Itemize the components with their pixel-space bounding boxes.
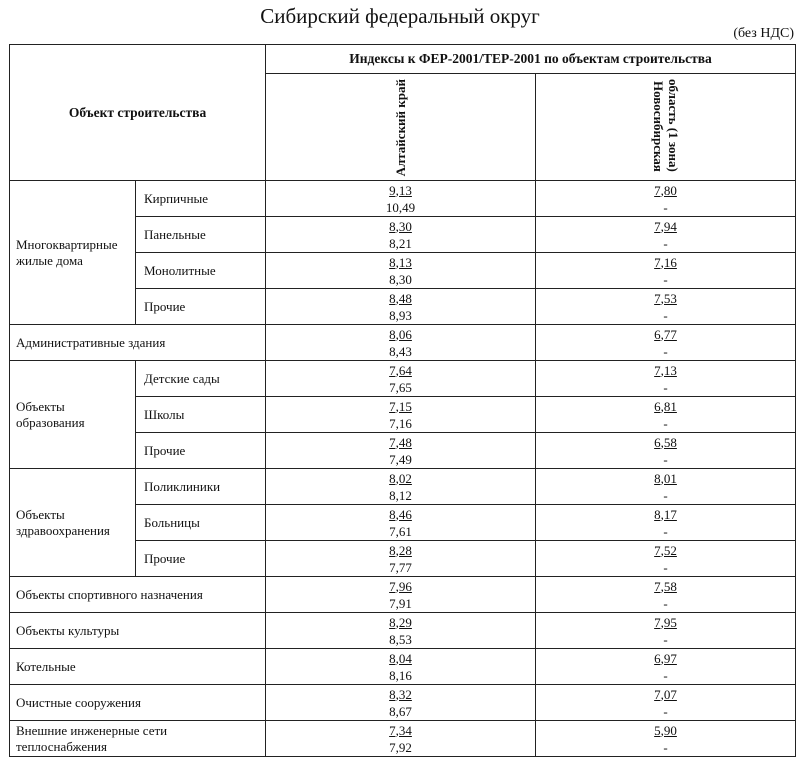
altai-index-current-value: 7,48	[389, 434, 412, 450]
altai-index-current-value: 7,64	[389, 362, 412, 378]
object-label: Котельные	[10, 649, 266, 685]
novosibirsk-index-previous: -	[663, 379, 668, 395]
novosibirsk-index-previous: -	[663, 703, 668, 719]
novosibirsk-index-previous: -	[663, 667, 668, 683]
table-row	[10, 577, 796, 613]
object-subtype: Детские сады	[136, 361, 266, 397]
novosibirsk-index	[536, 721, 796, 757]
altai-index	[266, 217, 536, 253]
altai-index-previous: 7,77	[389, 559, 412, 575]
altai-index-current-value: 8,29	[389, 614, 412, 630]
novosibirsk-index-previous: -	[663, 523, 668, 539]
novosibirsk-index-current	[536, 650, 795, 667]
altai-index-current-value: 8,02	[389, 470, 412, 486]
altai-index-current-value: 8,30	[389, 218, 412, 234]
novosibirsk-index-previous: -	[663, 235, 668, 251]
object-label: Многоквартирные жилые дома	[10, 181, 136, 325]
novosibirsk-index-current	[536, 614, 795, 631]
table-row	[10, 685, 796, 721]
novosibirsk-index-current-value: 7,53	[654, 290, 677, 306]
object-subtype: Прочие	[136, 289, 266, 325]
altai-index	[266, 325, 536, 361]
novosibirsk-index-previous: -	[663, 559, 668, 575]
altai-index	[266, 397, 536, 433]
altai-index-current	[266, 542, 535, 559]
novosibirsk-index	[536, 325, 796, 361]
altai-index-current	[266, 578, 535, 595]
novosibirsk-index-current	[536, 542, 795, 559]
novosibirsk-index-current-value: 6,81	[654, 398, 677, 414]
table-row	[10, 613, 796, 649]
novosibirsk-index-current-value: 7,95	[654, 614, 677, 630]
indices-header: Индексы к ФЕР-2001/ТЕР-2001 по объектам строительства	[266, 45, 796, 74]
altai-index	[266, 433, 536, 469]
novosibirsk-index	[536, 469, 796, 505]
altai-index-previous: 7,91	[389, 595, 412, 611]
novosibirsk-index-current	[536, 362, 795, 379]
novosibirsk-index-current-value: 8,01	[654, 470, 677, 486]
novosibirsk-index-current-value: 7,07	[654, 686, 677, 702]
object-subtype: Кирпичные	[136, 181, 266, 217]
altai-index-current	[266, 722, 535, 739]
object-subtype: Поликлиники	[136, 469, 266, 505]
altai-index	[266, 181, 536, 217]
novosibirsk-index-current-value: 6,58	[654, 434, 677, 450]
novosibirsk-index	[536, 361, 796, 397]
novosibirsk-index-previous: -	[663, 487, 668, 503]
novosibirsk-index	[536, 685, 796, 721]
altai-index	[266, 469, 536, 505]
table-row	[10, 649, 796, 685]
novosibirsk-index-previous: -	[663, 199, 668, 215]
altai-index-current	[266, 254, 535, 271]
altai-index	[266, 253, 536, 289]
novosibirsk-index-current-value: 6,97	[654, 650, 677, 666]
table-row	[10, 181, 796, 217]
novosibirsk-index	[536, 397, 796, 433]
novosibirsk-index-current	[536, 686, 795, 703]
novosibirsk-index-previous: -	[663, 595, 668, 611]
altai-index-previous: 7,92	[389, 739, 412, 755]
altai-index-current-value: 8,13	[389, 254, 412, 270]
novosibirsk-index-current-value: 7,16	[654, 254, 677, 270]
novosibirsk-index	[536, 217, 796, 253]
altai-index-current-value: 9,13	[389, 182, 412, 198]
altai-index-previous: 8,93	[389, 307, 412, 323]
altai-index-previous: 8,21	[389, 235, 412, 251]
altai-index-current	[266, 398, 535, 415]
novosibirsk-index-current-value: 7,94	[654, 218, 677, 234]
novosibirsk-index	[536, 289, 796, 325]
altai-index-previous: 8,16	[389, 667, 412, 683]
table-row	[10, 721, 796, 757]
novosibirsk-index-current-value: 6,77	[654, 326, 677, 342]
novosibirsk-index-current-value: 8,17	[654, 506, 677, 522]
object-label: Объекты культуры	[10, 613, 266, 649]
object-label: Внешние инженерные сети теплоснабжения	[10, 721, 266, 757]
altai-index	[266, 289, 536, 325]
altai-index-current-value: 7,34	[389, 722, 412, 738]
object-subtype: Школы	[136, 397, 266, 433]
altai-index-previous: 8,67	[389, 703, 412, 719]
novosibirsk-index-current	[536, 254, 795, 271]
novosibirsk-index	[536, 613, 796, 649]
table-row	[10, 469, 796, 505]
novosibirsk-index-current	[536, 182, 795, 199]
altai-index-current	[266, 182, 535, 199]
novosibirsk-index	[536, 577, 796, 613]
novosibirsk-index-current-value: 7,58	[654, 578, 677, 594]
altai-index	[266, 649, 536, 685]
page-title: Сибирский федеральный округ	[260, 4, 540, 28]
novosibirsk-index-previous: -	[663, 739, 668, 755]
object-label: Очистные сооружения	[10, 685, 266, 721]
altai-index-current	[266, 434, 535, 451]
altai-index-current-value: 7,96	[389, 578, 412, 594]
object-subtype: Панельные	[136, 217, 266, 253]
object-label: Объекты здравоохранения	[10, 469, 136, 577]
novosibirsk-index	[536, 253, 796, 289]
novosibirsk-index-previous: -	[663, 343, 668, 359]
novosibirsk-index-current	[536, 398, 795, 415]
altai-index-current	[266, 326, 535, 343]
novosibirsk-index	[536, 181, 796, 217]
object-subtype: Прочие	[136, 433, 266, 469]
altai-index-current	[266, 650, 535, 667]
altai-index-current	[266, 470, 535, 487]
altai-index-current-value: 8,46	[389, 506, 412, 522]
altai-index-current	[266, 614, 535, 631]
altai-index-previous: 8,53	[389, 631, 412, 647]
altai-index-current	[266, 362, 535, 379]
altai-index-previous: 8,43	[389, 343, 412, 359]
altai-index-current-value: 8,48	[389, 290, 412, 306]
altai-index-previous: 7,61	[389, 523, 412, 539]
novosibirsk-index	[536, 433, 796, 469]
column-header-altai: Алтайский край	[266, 74, 536, 181]
object-subtype: Монолитные	[136, 253, 266, 289]
table-row	[10, 325, 796, 361]
altai-index-previous: 8,30	[389, 271, 412, 287]
novosibirsk-index-current	[536, 506, 795, 523]
altai-index	[266, 577, 536, 613]
altai-index-current-value: 8,04	[389, 650, 412, 666]
altai-index-previous: 7,16	[389, 415, 412, 431]
altai-index-previous: 8,12	[389, 487, 412, 503]
novosibirsk-index	[536, 505, 796, 541]
novosibirsk-index	[536, 649, 796, 685]
novosibirsk-index-current-value: 5,90	[654, 722, 677, 738]
novosibirsk-index-previous: -	[663, 451, 668, 467]
altai-index-current	[266, 290, 535, 307]
novosibirsk-index-current-value: 7,52	[654, 542, 677, 558]
novosibirsk-index	[536, 541, 796, 577]
vat-note: (без НДС)	[733, 26, 794, 41]
novosibirsk-index-current-value: 7,13	[654, 362, 677, 378]
object-label: Объекты спортивного назначения	[10, 577, 266, 613]
altai-index-current-value: 7,15	[389, 398, 412, 414]
altai-index	[266, 613, 536, 649]
table-row	[10, 361, 796, 397]
novosibirsk-index-previous: -	[663, 631, 668, 647]
novosibirsk-index-current	[536, 326, 795, 343]
altai-index	[266, 505, 536, 541]
altai-index-current	[266, 218, 535, 235]
altai-index	[266, 721, 536, 757]
novosibirsk-index-current	[536, 722, 795, 739]
altai-index-current	[266, 506, 535, 523]
novosibirsk-index-current	[536, 290, 795, 307]
novosibirsk-index-current	[536, 434, 795, 451]
novosibirsk-index-current-value: 7,80	[654, 182, 677, 198]
object-label: Объекты образования	[10, 361, 136, 469]
table-body	[10, 181, 796, 757]
altai-index-previous: 10,49	[385, 199, 416, 215]
altai-index	[266, 361, 536, 397]
column-header-novosibirsk: Новосибирская область (1 зона)	[536, 74, 796, 181]
object-header: Объект строительства	[10, 45, 266, 181]
novosibirsk-index-current	[536, 218, 795, 235]
altai-index-current	[266, 686, 535, 703]
altai-index-current-value: 8,06	[389, 326, 412, 342]
altai-index	[266, 685, 536, 721]
object-subtype: Больницы	[136, 505, 266, 541]
novosibirsk-index-previous: -	[663, 307, 668, 323]
novosibirsk-index-current	[536, 470, 795, 487]
index-table	[9, 44, 796, 757]
novosibirsk-index-previous: -	[663, 415, 668, 431]
novosibirsk-index-previous: -	[663, 271, 668, 287]
altai-index	[266, 541, 536, 577]
object-label: Административные здания	[10, 325, 266, 361]
altai-index-current-value: 8,32	[389, 686, 412, 702]
altai-index-previous: 7,49	[389, 451, 412, 467]
novosibirsk-index-current	[536, 578, 795, 595]
object-subtype: Прочие	[136, 541, 266, 577]
altai-index-previous: 7,65	[389, 379, 412, 395]
altai-index-current-value: 8,28	[389, 542, 412, 558]
